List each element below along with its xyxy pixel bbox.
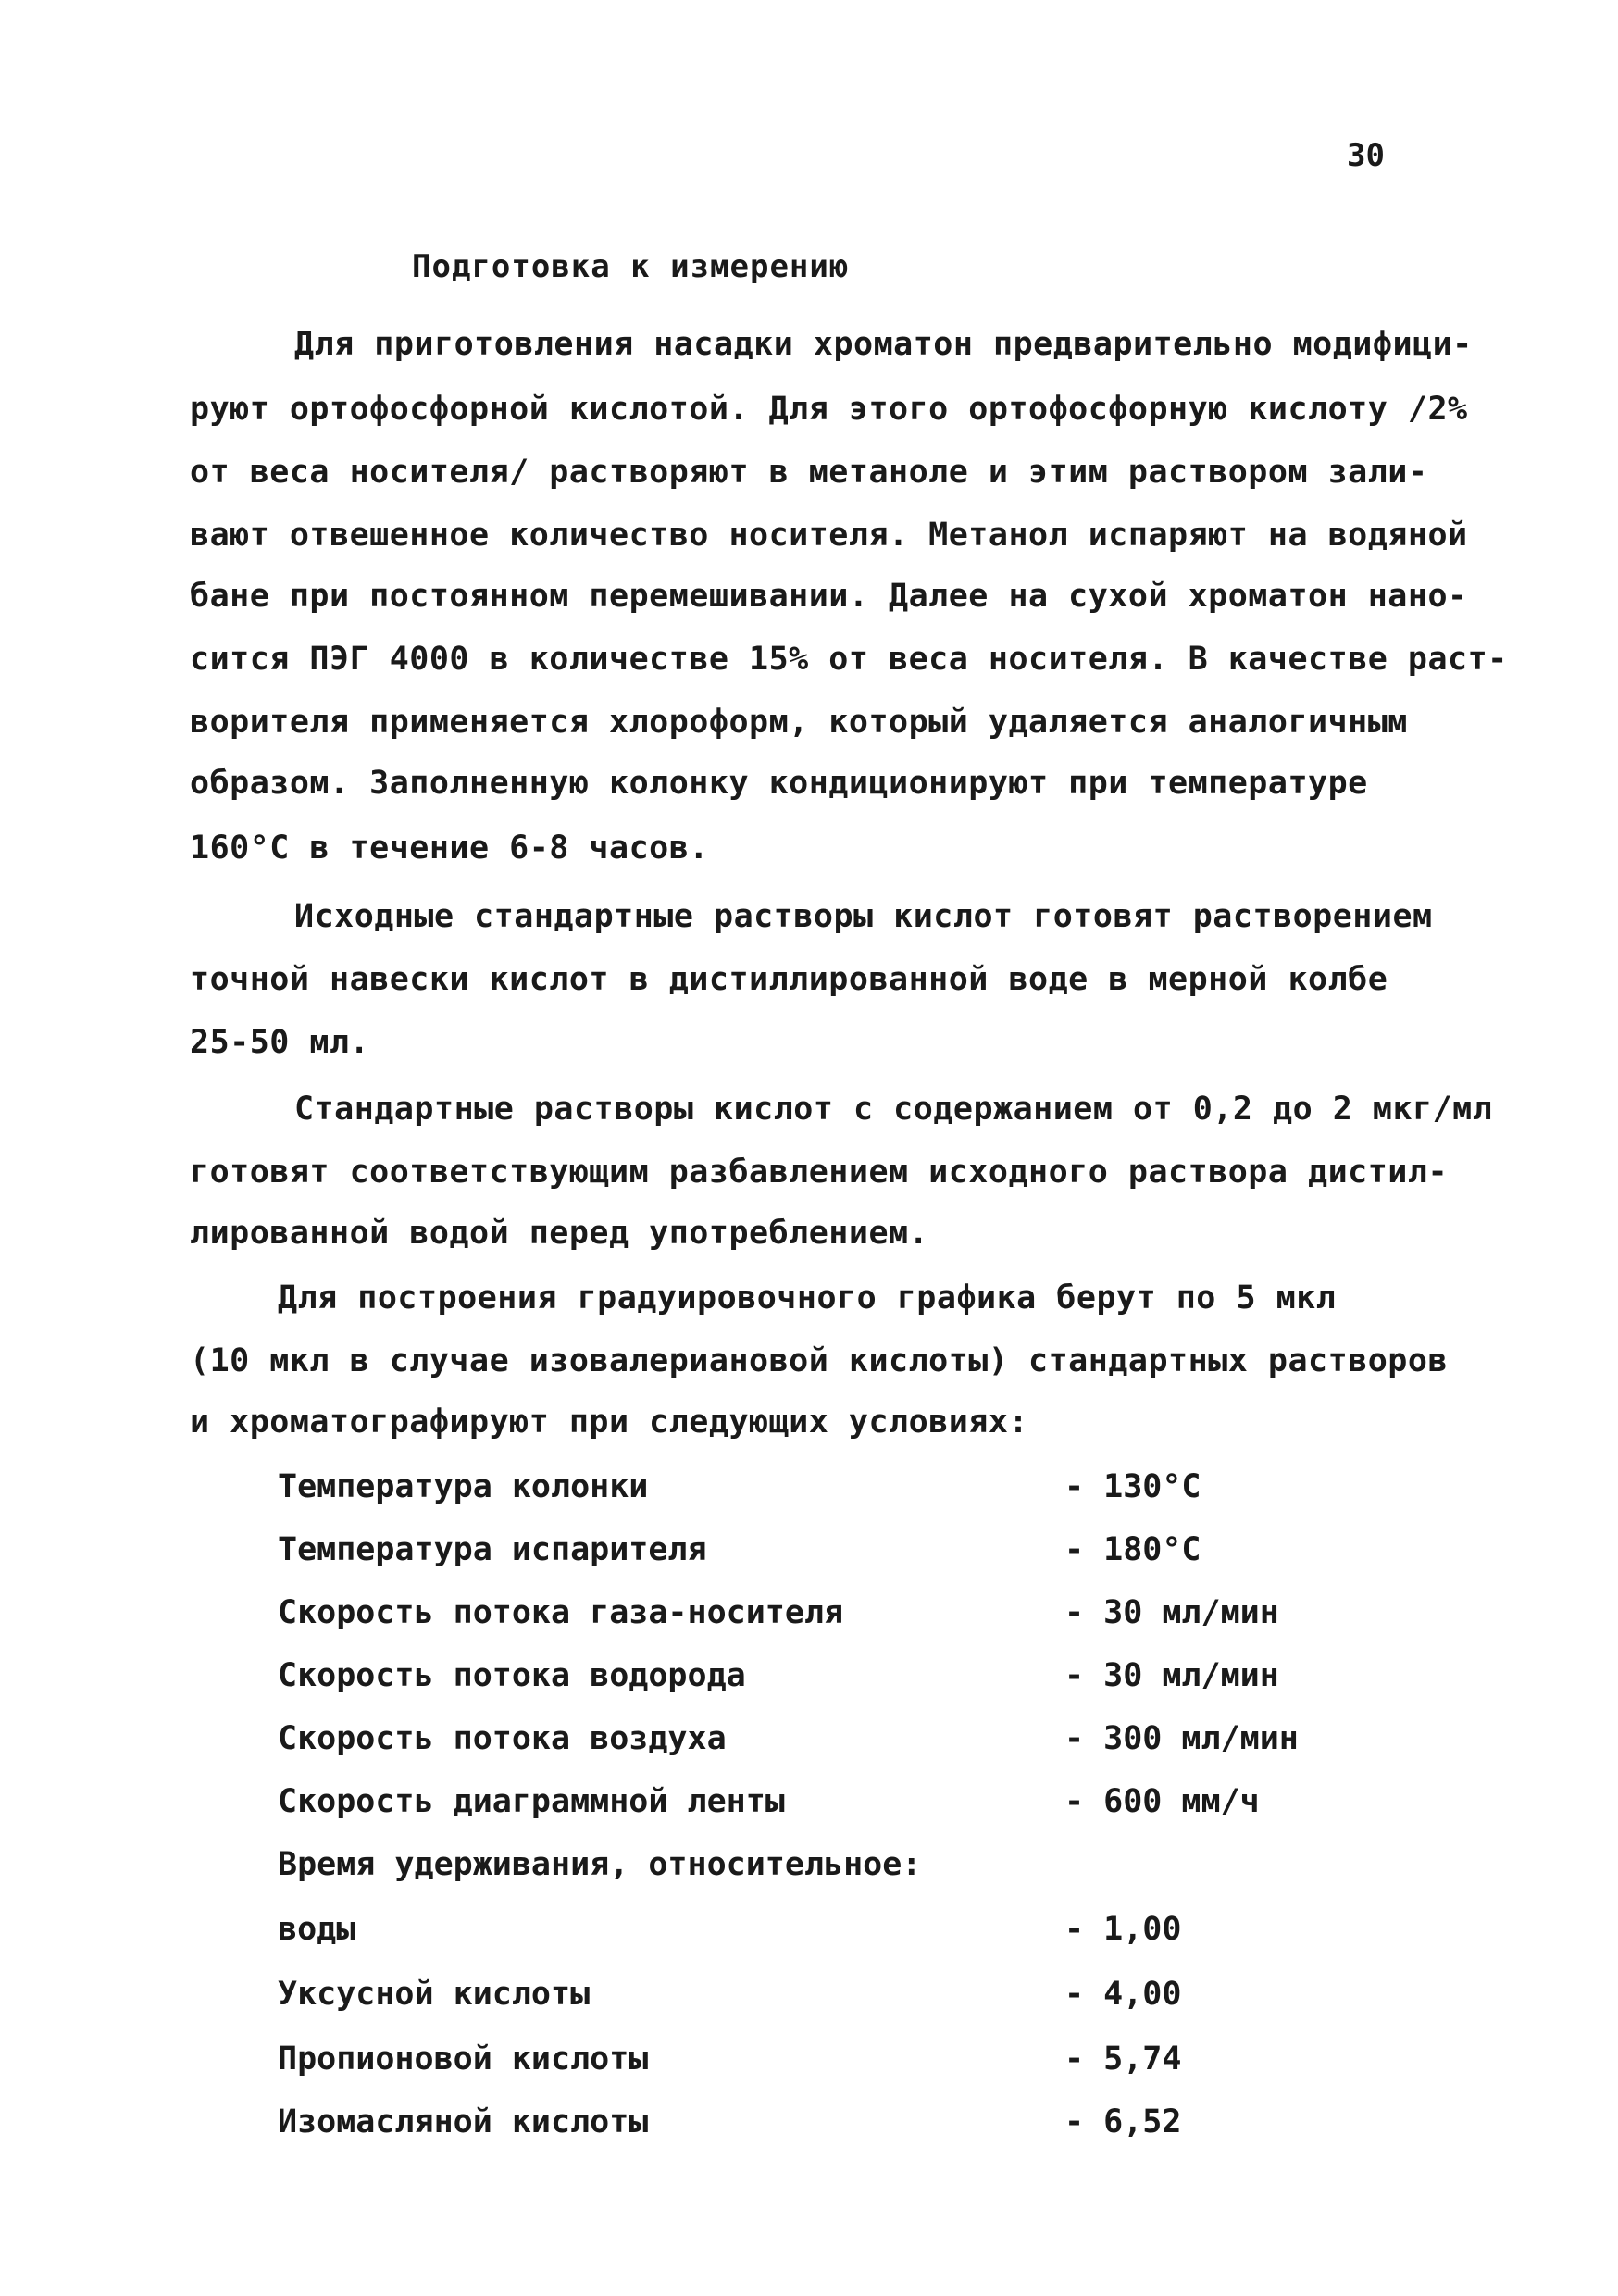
paragraph-line: готовят соответствующим разбавлением исходного раствора дистил- [190,1154,1449,1191]
condition-label: Уксусной кислоты [278,1976,591,2013]
condition-row [278,1531,1342,1578]
condition-value: - 1,00 [1064,1911,1182,1948]
condition-row [278,2040,1342,2087]
condition-label: Изомасляной кислоты [278,2103,649,2140]
condition-label: Скорость потока воздуха [278,1720,727,1757]
paragraph-line: точной навески кислот в дистиллированной воде в мерной колбе [190,961,1388,998]
paragraph-line: руют ортофосфорной кислотой. Для этого ортофосфорную кислоту /2% [190,391,1468,428]
condition-label: Температура испарителя [278,1531,707,1568]
page-number: 30 [1347,137,1385,174]
condition-row [278,1657,1342,1703]
condition-row [278,1783,1342,1829]
paragraph-line: (10 мкл в случае изовалериановой кислоты) стандартных растворов [190,1342,1449,1379]
condition-row [278,1720,1342,1766]
condition-label: Скорость диаграммной ленты [278,1783,785,1820]
condition-value: - 6,52 [1064,2103,1182,2140]
paragraph-line: бане при постоянном перемешивании. Далее на сухой хроматон нано- [190,578,1468,615]
paragraph-line: 160°С в течение 6-8 часов. [190,830,709,867]
condition-value: - 30 мл/мин [1064,1657,1279,1694]
condition-row [278,1468,1342,1515]
condition-label: Температура колонки [278,1468,649,1505]
paragraph-line: образом. Заполненную колонку кондиционируют при температуре [190,765,1368,802]
paragraph-line: вают отвешенное количество носителя. Метанол испаряют на водяной [190,517,1468,554]
condition-value: - 4,00 [1064,1976,1182,2013]
condition-row [278,2103,1342,2150]
paragraph-line: Стандартные растворы кислот с содержанием от 0,2 до 2 мкг/мл [294,1091,1493,1128]
condition-row [278,1976,1342,2022]
condition-label: воды [278,1911,356,1948]
section-heading: Подготовка к измерению [412,248,850,285]
condition-value: - 5,74 [1064,2040,1182,2078]
paragraph-line: сится ПЭГ 4000 в количестве 15% от веса носителя. В качестве раст- [190,641,1508,678]
condition-row [278,1911,1342,1957]
condition-value: - 300 мл/мин [1064,1720,1299,1757]
condition-value: - 600 мм/ч [1064,1783,1260,1820]
condition-label: Скорость потока водорода [278,1657,746,1694]
condition-row [278,1594,1342,1641]
paragraph-line: лированной водой перед употреблением. [190,1215,929,1252]
condition-value: - 30 мл/мин [1064,1594,1279,1631]
condition-label: Пропионовой кислоты [278,2040,649,2078]
paragraph-line: Для построения градуировочного графика берут по 5 мкл [278,1279,1337,1316]
paragraph-line: от веса носителя/ растворяют в метаноле и этим раствором зали- [190,454,1428,491]
condition-label: Время удерживания, относительное: [278,1846,922,1883]
condition-value: - 180°С [1064,1531,1201,1568]
paragraph-line: и хроматографируют при следующих условиях: [190,1404,1029,1441]
paragraph-line: 25-50 мл. [190,1024,370,1061]
paragraph-line: Для приготовления насадки хроматон предварительно модифици- [294,326,1473,363]
condition-row [278,1846,1342,1892]
condition-label: Скорость потока газа-носителя [278,1594,844,1631]
paragraph-line: ворителя применяется хлороформ, который удаляется аналогичным [190,704,1408,741]
paragraph-line: Исходные стандартные растворы кислот готовят растворением [294,898,1433,935]
condition-value: - 130°С [1064,1468,1201,1505]
